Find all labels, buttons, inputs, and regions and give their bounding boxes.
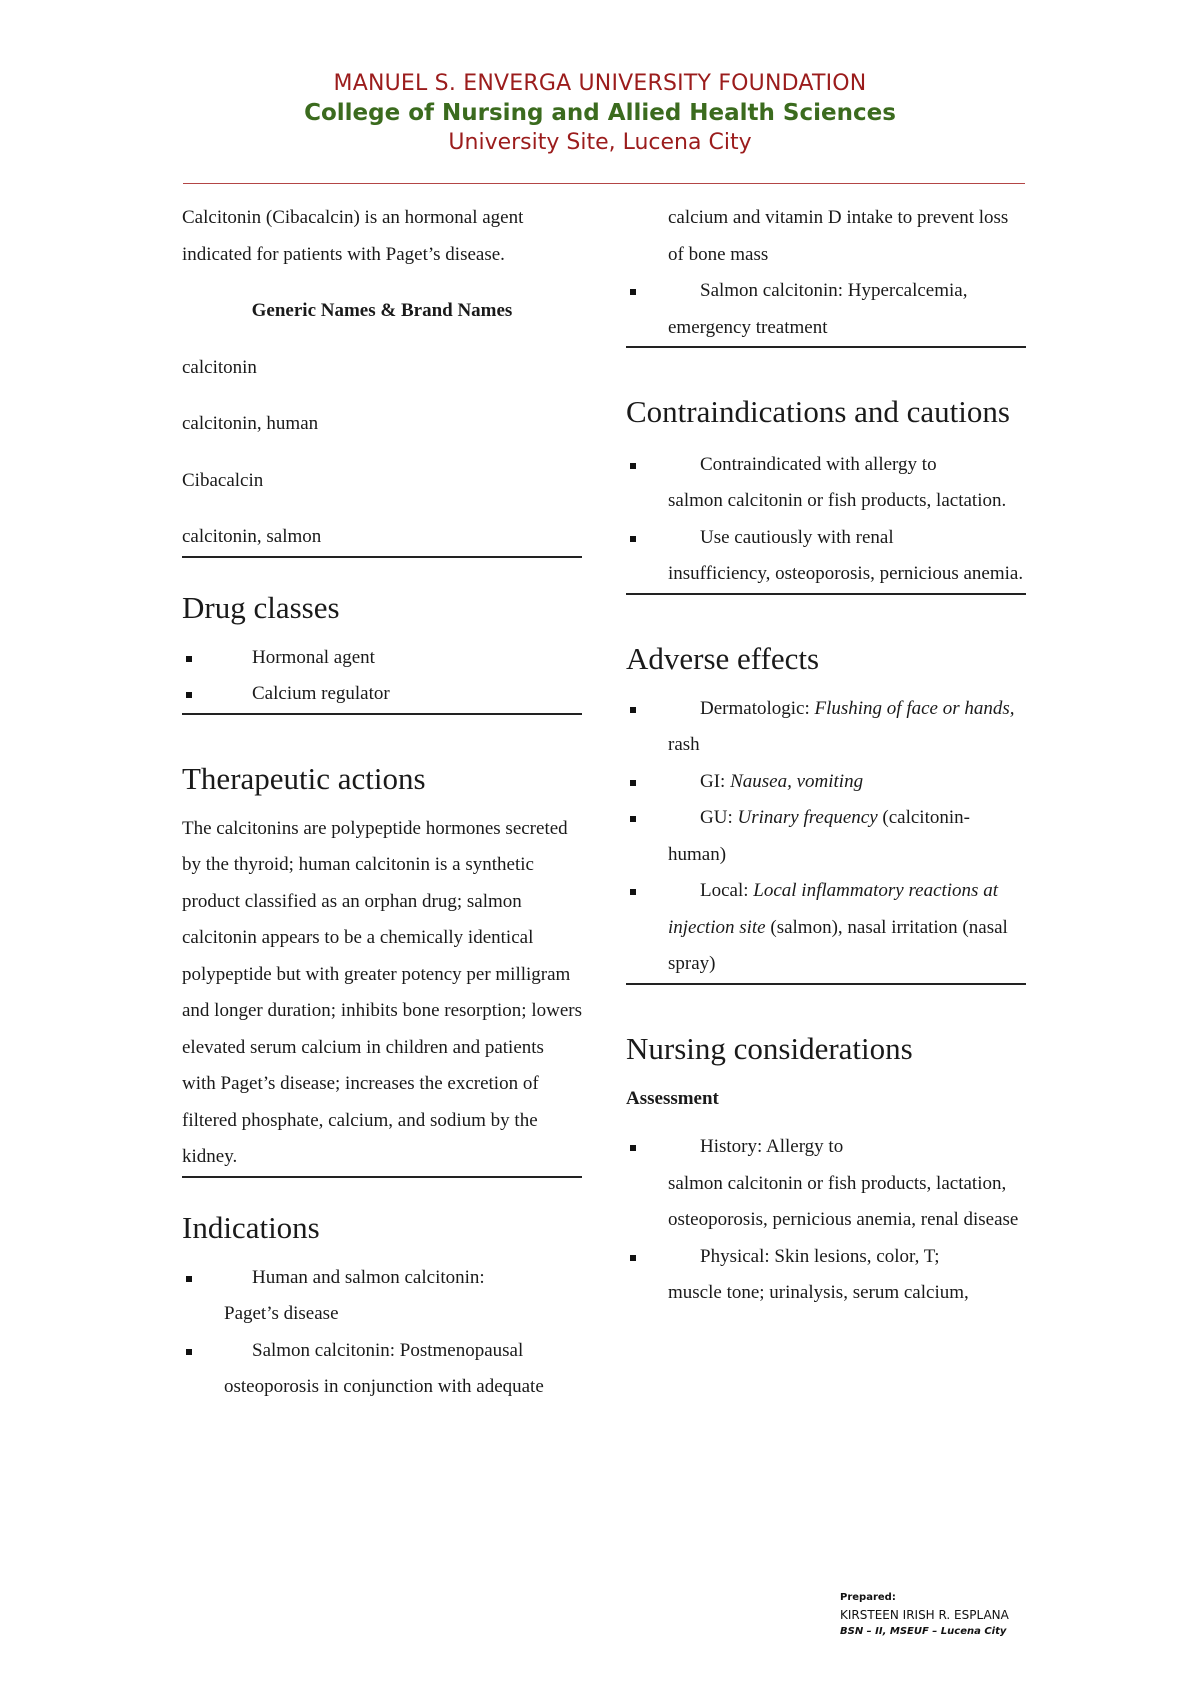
- therapeutic-text-2: with Paget’s disease; increases the excretion of filtered phosphate, calcium, and sodium by the kidney.: [182, 1073, 539, 1167]
- right-column: [626, 200, 1026, 1312]
- indications-cont-text: calcium and vitamin D intake to prevent loss of bone mass: [668, 207, 1009, 265]
- assessment-list: [626, 1129, 1026, 1312]
- item-lead: Salmon calcitonin: Hypercalcemia,: [700, 280, 968, 301]
- college-name: College of Nursing and Allied Health Sciences: [304, 100, 896, 126]
- drug-classes-heading: Drug classes: [182, 589, 340, 625]
- item-rest: salmon calcitonin or fish products, lactation.: [668, 490, 1007, 511]
- item-italic: Nausea, vomiting: [730, 770, 864, 792]
- name-item: Cibacalcin: [182, 469, 264, 491]
- name-item: calcitonin, salmon: [182, 519, 582, 558]
- prepared-by-footer: [840, 1590, 1009, 1640]
- item-lead: History: Allergy to: [700, 1136, 844, 1157]
- university-site: University Site, Lucena City: [448, 130, 752, 155]
- item-lead: Physical: Skin lesions, color, T;: [700, 1245, 940, 1267]
- item-plain: (salmon), nasal irritation (nasal spray): [668, 916, 1008, 974]
- left-column: [182, 200, 582, 1406]
- intro-paragraph: Calcitonin (Cibacalcin) is an hormonal agent indicated for patients with Paget’s disease.: [182, 207, 524, 265]
- list-item: [182, 1333, 582, 1406]
- item-italic: Flushing of face or hands,: [814, 697, 1015, 719]
- item-lead: Human and salmon calcitonin:: [252, 1266, 485, 1288]
- item-lead: Use cautiously with renal: [700, 526, 894, 548]
- item-plain: (calcitonin-human): [668, 807, 970, 865]
- contraindications-list: [626, 447, 1026, 595]
- list-item: [626, 1239, 1026, 1312]
- item-label: GI:: [700, 770, 731, 792]
- list-item: [626, 873, 1026, 983]
- item-rest: emergency treatment: [668, 316, 828, 338]
- name-item: calcitonin: [182, 356, 257, 378]
- preparer-affiliation: BSN – II, MSEUF – Lucena City: [840, 1626, 1007, 1637]
- adverse-effects-heading: Adverse effects: [626, 640, 820, 676]
- preparer-name: KIRSTEEN IRISH R. ESPLANA: [840, 1608, 1009, 1622]
- item-lead: Contraindicated with allergy to: [700, 453, 937, 475]
- list-item: [626, 520, 1026, 593]
- therapeutic-actions-heading: Therapeutic actions: [182, 760, 426, 796]
- names-heading: Generic Names & Brand Names: [251, 300, 513, 321]
- prepared-label: Prepared:: [840, 1592, 896, 1603]
- contraindications-heading: Contraindications and cautions: [626, 394, 1010, 429]
- adverse-effects-list: [626, 691, 1026, 985]
- name-item: calcitonin, human: [182, 413, 319, 434]
- header-divider: [183, 183, 1025, 184]
- item-label: Dermatologic:: [700, 697, 815, 719]
- item-label: Local:: [700, 880, 754, 901]
- list-item: [626, 1129, 1026, 1239]
- item-rest: Paget’s disease: [224, 1303, 339, 1324]
- list-item: [182, 1260, 582, 1333]
- list-item: Hormonal agent: [182, 640, 582, 677]
- names-list: [182, 350, 582, 558]
- assessment-heading: Assessment: [626, 1087, 719, 1109]
- drug-classes-list: [182, 640, 582, 715]
- item-plain: rash: [668, 734, 700, 755]
- item-rest: salmon calcitonin or fish products, lactation, osteoporosis, pernicious anemia, renal disease: [668, 1172, 1019, 1230]
- list-item: [626, 273, 1026, 346]
- item-lead: Salmon calcitonin: Postmenopausal: [252, 1339, 524, 1361]
- list-item: [626, 691, 1026, 764]
- university-name: MANUEL S. ENVERGA UNIVERSITY FOUNDATION: [333, 71, 867, 96]
- indications-heading: Indications: [182, 1209, 320, 1245]
- therapeutic-actions-body: [182, 811, 582, 1178]
- indications-continued: [626, 200, 1026, 348]
- list-item: [626, 800, 1026, 873]
- item-rest: insufficiency, osteoporosis, pernicious anemia.: [668, 563, 1024, 584]
- therapeutic-text: The calcitonins are polypeptide hormones secreted by the thyroid; human calcitonin is a synthetic product classified as an orphan drug; salmon calcitonin appears to be a chemically identical polypeptide but with greater potency per milligram and longer duration; inhibits bone resorption; lowers elevated serum calcium in children and patients: [182, 817, 582, 1058]
- item-italic: Urinary frequency: [737, 807, 878, 828]
- item-rest: osteoporosis in conjunction with adequate: [224, 1376, 544, 1397]
- indications-list: [182, 1260, 582, 1406]
- nursing-considerations-heading: Nursing considerations: [626, 1030, 913, 1066]
- item-rest: muscle tone; urinalysis, serum calcium,: [668, 1282, 969, 1303]
- list-item: [626, 764, 1026, 801]
- list-item: Calcium regulator: [182, 676, 582, 713]
- item-label: GU:: [700, 807, 738, 828]
- list-item: [626, 447, 1026, 520]
- document-header: [0, 70, 1200, 158]
- item-italic: Local inflammatory reactions at injection site: [668, 880, 998, 938]
